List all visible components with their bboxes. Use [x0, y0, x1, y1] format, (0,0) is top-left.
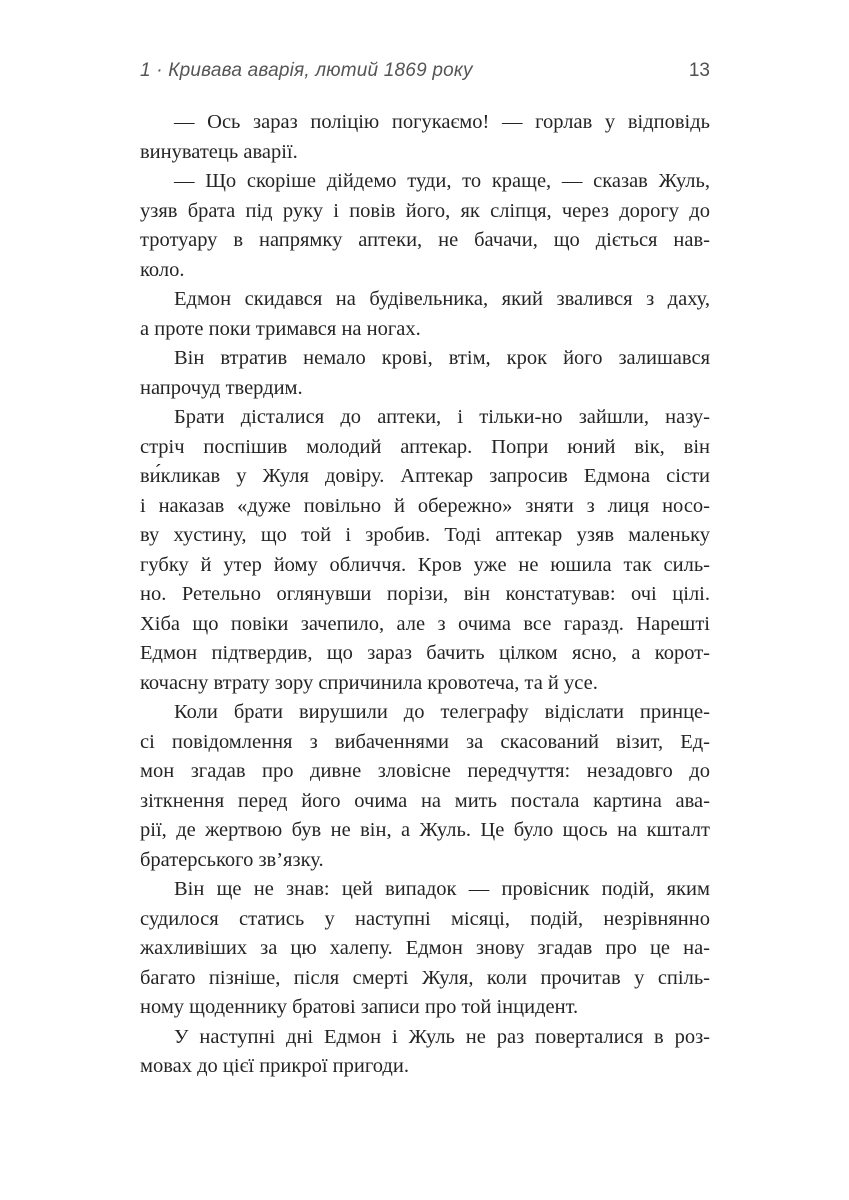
- paragraph: [140, 108, 710, 167]
- body-text-line: — Що скоріше дійдемо туди, то краще, — сказав Жуль,: [174, 170, 710, 192]
- body-text-line: і наказав «дуже повільно й обережно» зняти з лиця носо-: [140, 494, 710, 517]
- paragraph: [140, 285, 710, 344]
- paragraph: [140, 698, 710, 875]
- body-text-line: братерського зв’язку.: [140, 848, 324, 871]
- body-text-line: а проте поки тримався на ногах.: [140, 317, 421, 340]
- body-text-line: сі повідомлення з вибаченнями за скасований візит, Ед-: [140, 730, 710, 753]
- paragraph: [140, 1023, 710, 1082]
- body-text-line: Едмон підтвердив, що зараз бачить цілком ясно, а корот-: [140, 642, 710, 664]
- body-text-line: ному щоденнику братові записи про той інцидент.: [140, 996, 579, 1018]
- body-text-line: стріч поспішив молодий аптекар. Попри юний вік, він: [140, 435, 710, 458]
- paragraph: [140, 344, 710, 403]
- body-text-line: но. Ретельно оглянувши порізи, він констатував: очі цілі.: [140, 583, 710, 605]
- body-text-line: жахливіших за цю халепу. Едмон знову згадав про це на-: [140, 937, 710, 959]
- body-text-line: мон згадав про дивне зловісне передчуття: незадовго до: [140, 760, 710, 782]
- body-text-line: коло.: [140, 258, 185, 281]
- running-head-title: 1 · Кривава аварія, лютий 1869 року: [140, 60, 473, 81]
- body-text-line: ву хустину, що той і зробив. Тоді аптекар узяв маленьку: [140, 524, 710, 546]
- body-text-line: кочасну втрату зору спричинила кровотеча, та й усе.: [140, 671, 598, 694]
- page-number: 13: [688, 60, 710, 81]
- running-header: [140, 60, 710, 82]
- body-text-line: ви́кликав у Жуля довіру. Аптекар запросив Едмона сісти: [140, 465, 710, 487]
- body-text-line: — Ось зараз поліцію погукаємо! — горлав у відповідь: [174, 111, 710, 133]
- body-text-line: У наступні дні Едмон і Жуль не раз поверталися в роз-: [174, 1025, 710, 1048]
- body-text-line: губку й утер йому обличчя. Кров уже не юшила так силь-: [140, 553, 710, 576]
- body-text-line: винуватець аварії.: [140, 140, 298, 163]
- body-text-line: Хіба що повіки зачепило, але з очима все гаразд. Нарешті: [140, 612, 710, 635]
- body-text-line: Він втратив немало крові, втім, крок його залишався: [174, 347, 710, 369]
- body-text-line: Едмон скидався на будівельника, який звалився з даху,: [174, 288, 710, 310]
- body-text-line: Коли брати вирушили до телеграфу відіслати принце-: [174, 701, 710, 723]
- body-text-line: мовах до цієї прикрої пригоди.: [140, 1055, 409, 1077]
- body-text-line: багато пізніше, після смерті Жуля, коли прочитав у спіль-: [140, 966, 710, 989]
- body-text-line: тротуару в напрямку аптеки, не бачачи, що діється нав-: [140, 229, 710, 251]
- paragraph: [140, 875, 710, 1023]
- body-text-line: зіткнення перед його очима на мить постала картина ава-: [140, 789, 710, 812]
- body-text-line: рії, де жертвою був не він, а Жуль. Це було щось на кшталт: [140, 819, 710, 841]
- body-text-line: Брати дісталися до аптеки, і тільки-но зайшли, назу-: [174, 406, 710, 428]
- paragraph: [140, 403, 710, 698]
- body-text-line: Він ще не знав: цей випадок — провісник подій, яким: [174, 878, 710, 900]
- body-text-line: узяв брата під руку і повів його, як сліпця, через дорогу до: [140, 199, 710, 222]
- body-text-line: судилося статись у наступні місяці, подій, незрівнянно: [140, 907, 710, 930]
- paragraph: [140, 167, 710, 285]
- body-text-line: напрочуд твердим.: [140, 376, 303, 399]
- body-text: [140, 108, 710, 1082]
